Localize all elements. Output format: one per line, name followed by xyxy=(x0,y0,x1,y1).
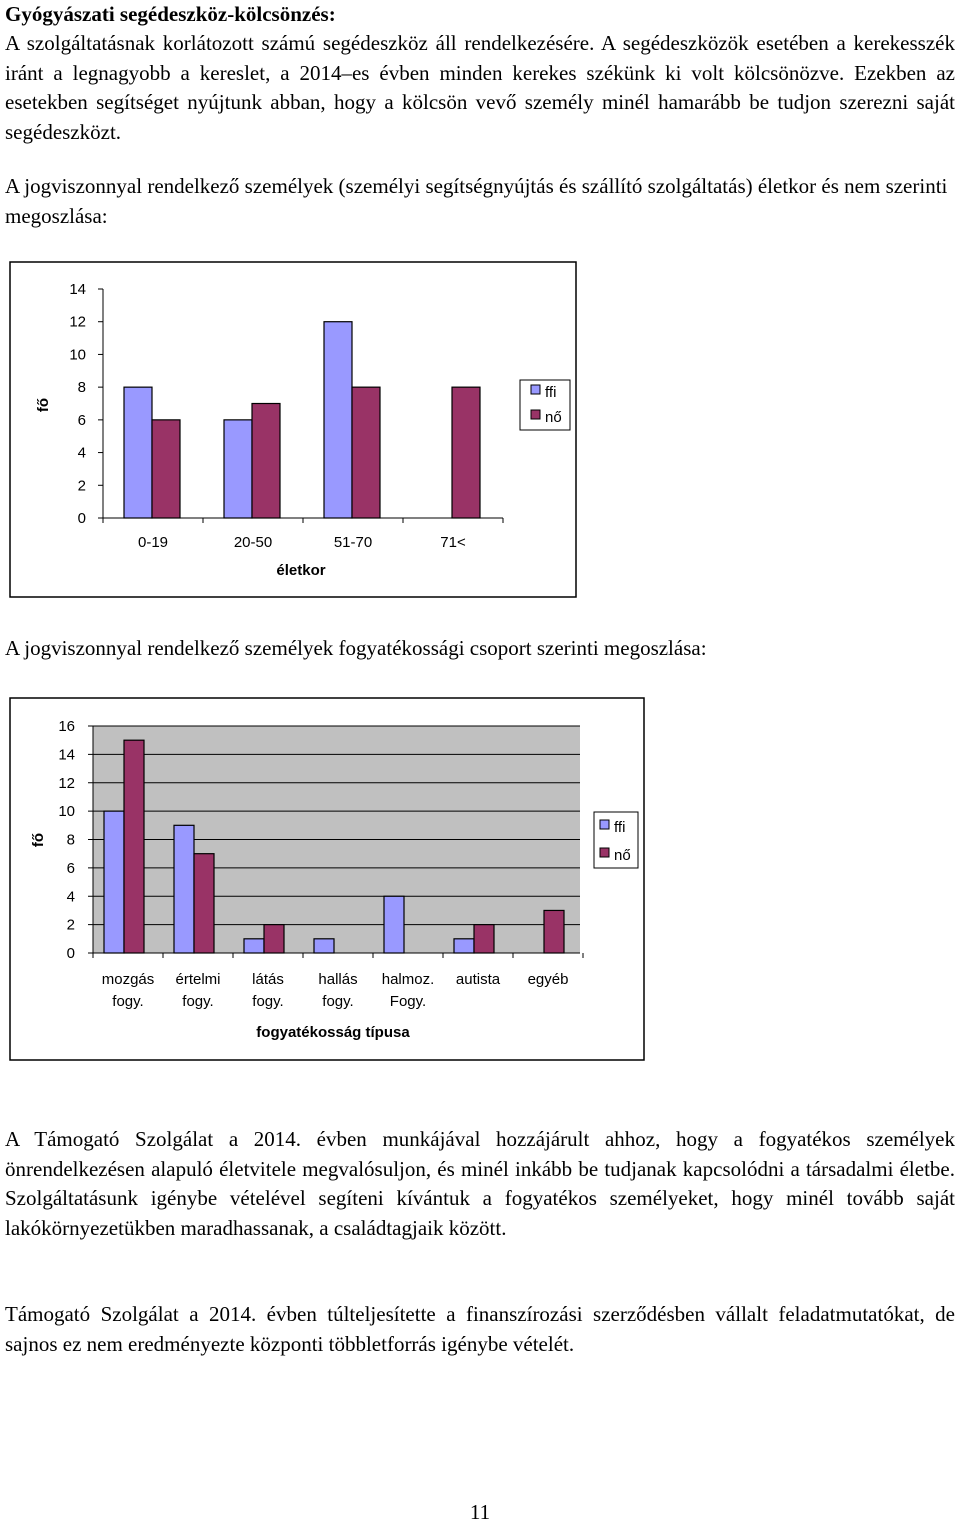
bar-ffi xyxy=(244,939,264,953)
y-tick-label: 12 xyxy=(58,774,75,792)
x-category-label: 0-19 xyxy=(137,534,169,551)
x-category-label: 51-70 xyxy=(333,534,373,551)
x-category-label: Fogy. xyxy=(389,993,427,1010)
bar-no xyxy=(152,420,180,518)
legend-label: ffi xyxy=(614,819,626,836)
y-axis-title: fő xyxy=(30,832,47,848)
x-category-label: egyéb xyxy=(527,971,569,988)
y-tick-label: 8 xyxy=(66,831,75,849)
x-category-label: 71< xyxy=(440,534,466,551)
x-category-label: autista xyxy=(455,971,501,988)
y-tick-label: 6 xyxy=(77,411,86,429)
bar-no xyxy=(474,925,494,953)
bar-no xyxy=(194,854,214,953)
bar-ffi xyxy=(104,811,124,953)
x-category-label: 20-50 xyxy=(233,534,273,551)
legend-swatch xyxy=(600,820,609,829)
legend-swatch xyxy=(531,410,540,419)
x-category-label: halmoz. xyxy=(381,971,435,988)
bar-ffi xyxy=(384,896,404,953)
chart1-heading: A jogviszonnyal rendelkező személyek (személyi segítségnyújtás és szállító szolgáltatás) életkor és nem szerinti megoszlása: xyxy=(5,174,948,228)
y-tick-label: 2 xyxy=(66,916,75,934)
bar-no xyxy=(252,404,280,519)
y-tick-label: 12 xyxy=(69,313,86,331)
y-tick-label: 8 xyxy=(77,379,86,397)
paragraph-support: A Támogató Szolgálat a 2014. évben munkájával hozzájárult ahhoz, hogy a fogyatékos személyek önrendelkezésen alapuló életvitele megvalósuljon, és minél inkább be tudjanak kapcsolódni a társadalmi életbe. Szolgáltatásunk igénybe vételével segíteni kívántuk a fogyatékos személyeket, hogy minél tovább saját lakókörnyezetükben maradhassanak, a családtagjaik között. xyxy=(5,1127,955,1240)
y-tick-label: 14 xyxy=(58,746,75,764)
paragraph-rental: A szolgáltatásnak korlátozott számú segédeszköz áll rendelkezésére. A segédeszközök esetében a kerekesszék iránt a legnagyobb a kereslet, a 2014–es évben minden kerekes székünk ki volt kölcsönözve. Ezekben az esetekben segítséget nyújtunk abban, hogy a kölcsön vevő személy minél hamarább be tudjon szerezni saját segédeszközt. xyxy=(5,31,955,144)
x-axis-title: fogyatékosság típusa xyxy=(256,1024,410,1041)
y-tick-label: 0 xyxy=(77,510,86,527)
legend-label: ffi xyxy=(545,384,557,401)
legend-label: nő xyxy=(545,409,562,426)
chart-frame xyxy=(10,262,576,597)
x-axis-title: életkor xyxy=(276,562,326,579)
x-category-label: fogy. xyxy=(112,993,144,1010)
y-tick-label: 4 xyxy=(66,888,75,906)
y-tick-label: 14 xyxy=(69,281,86,298)
y-tick-label: 10 xyxy=(69,346,86,364)
bar-ffi xyxy=(174,825,194,953)
bar-ffi xyxy=(224,420,252,518)
bar-no xyxy=(124,740,144,953)
y-tick-label: 6 xyxy=(66,859,75,877)
legend-label: nő xyxy=(614,847,631,864)
bar-ffi xyxy=(324,322,352,518)
bar-no xyxy=(544,910,564,953)
x-category-label: hallás xyxy=(318,971,358,988)
x-category-label: értelmi xyxy=(175,971,221,988)
y-tick-label: 10 xyxy=(58,803,75,821)
y-tick-label: 16 xyxy=(58,718,75,735)
bar-no xyxy=(264,925,284,953)
bar-ffi xyxy=(454,939,474,953)
bar-no xyxy=(352,387,380,518)
legend-swatch xyxy=(600,848,609,857)
page-number: 11 xyxy=(469,1500,491,1524)
x-category-label: fogy. xyxy=(182,993,214,1010)
paragraph-funding: Támogató Szolgálat a 2014. évben túlteljesítette a finanszírozási szerződésben vállalt feladatmutatókat, de sajnos ez nem eredményezte központi többletforrás igénybe vételét. xyxy=(5,1302,955,1356)
y-tick-label: 0 xyxy=(66,945,75,962)
y-tick-label: 2 xyxy=(77,477,86,495)
y-axis-title: fő xyxy=(35,397,52,413)
bar-ffi xyxy=(124,387,152,518)
chart2-heading: A jogviszonnyal rendelkező személyek fogyatékossági csoport szerinti megoszlása: xyxy=(5,636,707,660)
x-category-label: fogy. xyxy=(322,993,354,1010)
bar-ffi xyxy=(314,939,334,953)
x-category-label: fogy. xyxy=(252,993,284,1010)
y-tick-label: 4 xyxy=(77,444,86,462)
section-heading: Gyógyászati segédeszköz-kölcsönzés: xyxy=(5,2,336,26)
x-category-label: mozgás xyxy=(101,971,155,988)
bar-no xyxy=(452,387,480,518)
legend-swatch xyxy=(531,385,540,394)
x-category-label: látás xyxy=(252,971,284,988)
